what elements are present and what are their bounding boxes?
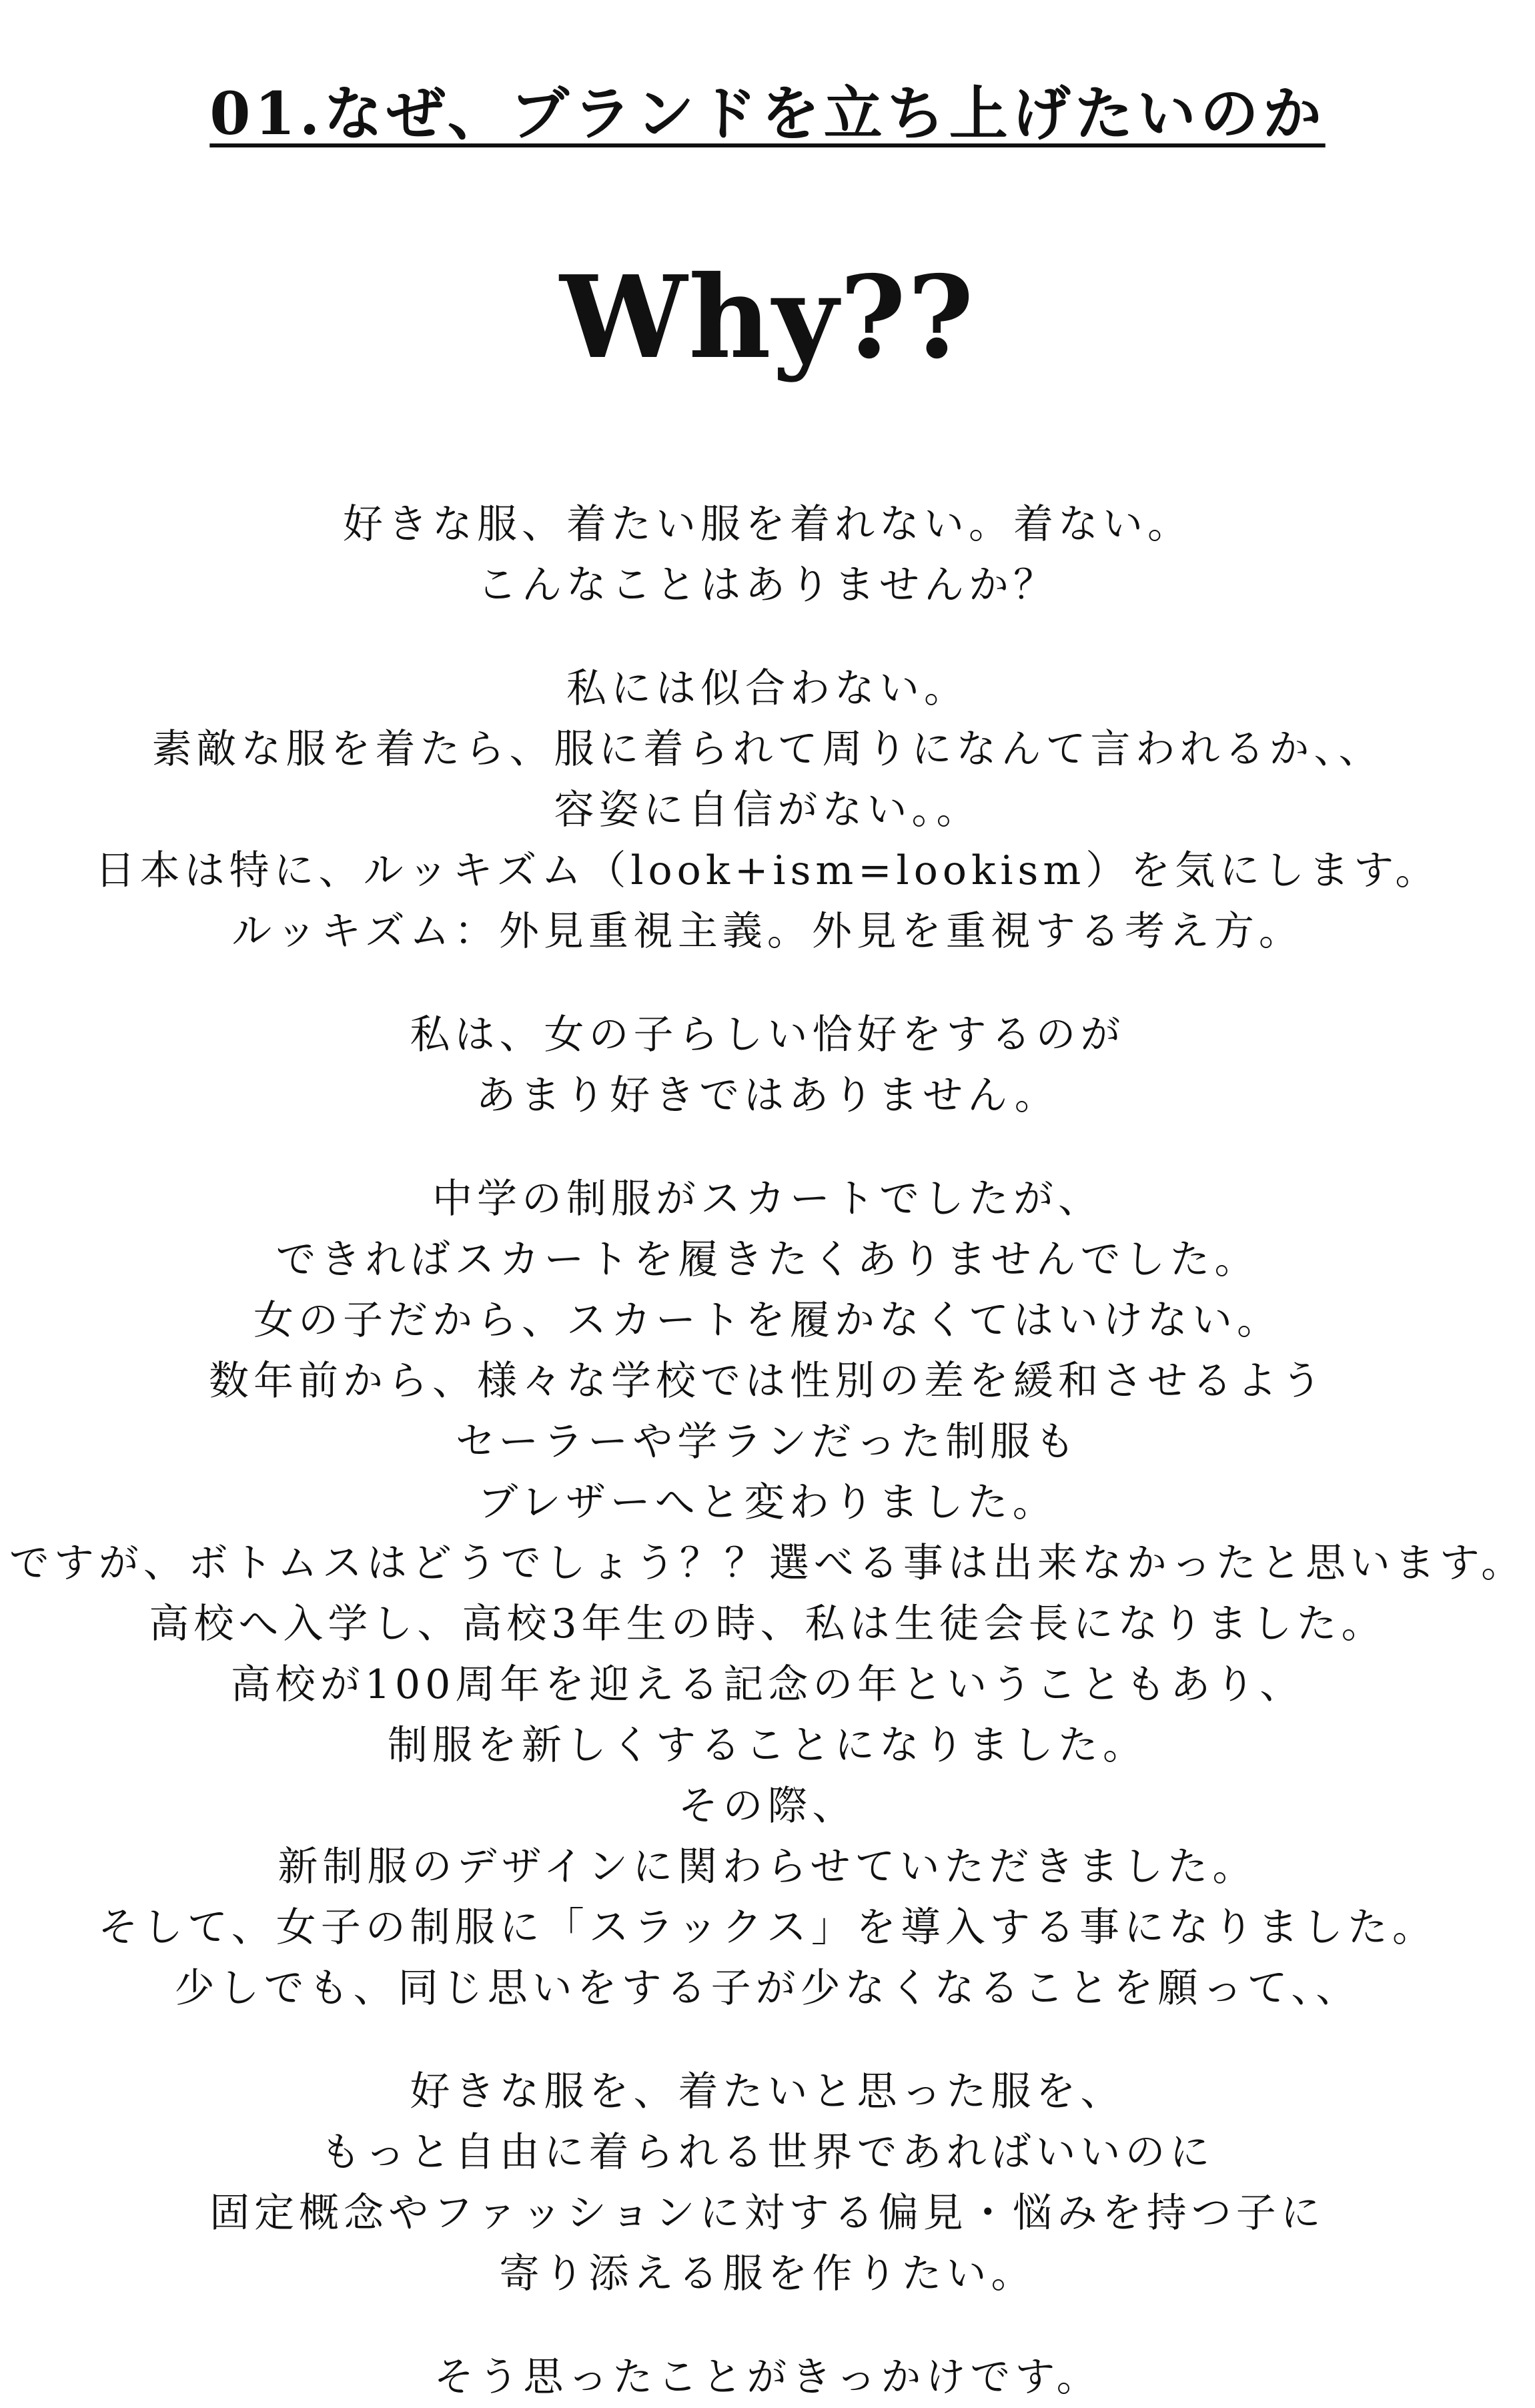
text-line: 高校が100周年を迎える記念の年ということもあり、	[230, 1661, 1305, 1709]
section-heading: 01.なぜ、ブランドを立ち上げたいのか	[209, 79, 1326, 148]
text-line: ルッキズム：外見重視主義。外見を重視する考え方。	[231, 908, 1304, 955]
text-line: 数年前から、様々な学校では性別の差を緩和させるよう	[209, 1358, 1326, 1405]
text-line: 日本は特に、ルッキズム（look+ism=lookism）を気にします。	[95, 847, 1440, 895]
text-line: ブレザーへと変わりました。	[478, 1479, 1057, 1527]
paragraph	[0, 1169, 1535, 2019]
text-line: 新制服のデザインに関わらせていただきました。	[278, 1844, 1257, 1891]
text-line: そして、女子の制服に「スラックス」を導入する事になりました。	[98, 1904, 1437, 1952]
text-line: ですが、ボトムスはどうでしょう？？選べる事は出来なかったと思います。	[9, 1540, 1526, 1587]
paragraph	[0, 2347, 1535, 2408]
paragraph	[0, 1005, 1535, 1126]
text-line: 固定概念やファッションに対する偏見・悩みを持つ子に	[209, 2190, 1326, 2237]
body-text	[0, 494, 1535, 2408]
text-line: その際、	[678, 1783, 857, 1830]
text-line: 寄り添える服を作りたい。	[499, 2251, 1036, 2298]
text-line: 高校へ入学し、高校3年生の時、私は生徒会長になりました。	[149, 1601, 1386, 1648]
text-line: 好きな服、着たい服を着れない。着ない。	[343, 501, 1192, 548]
text-line: セーラーや学ランだった制服も	[455, 1419, 1080, 1466]
text-line: 女の子だから、スカートを履かなくてはいけない。	[253, 1297, 1282, 1344]
paragraph	[0, 659, 1535, 962]
text-line: 私は、女の子らしい恰好をするのが	[410, 1012, 1125, 1059]
text-line: 私には似合わない。	[566, 665, 969, 713]
paragraph	[0, 494, 1535, 616]
text-line: 中学の制服がスカートでしたが、	[432, 1176, 1103, 1223]
text-line: 少しでも、同じ思いをする子が少なくなることを願って、、	[174, 1965, 1361, 2012]
why-title: Why??	[560, 251, 975, 385]
text-line: 容姿に自信がない。。	[554, 787, 981, 834]
paragraph	[0, 2062, 1535, 2305]
text-line: こんなことはありませんか？	[477, 562, 1058, 609]
text-line: 制服を新しくすることになりました。	[388, 1722, 1147, 1769]
text-line: もっと自由に着られる世界であればいいのに	[320, 2129, 1215, 2176]
text-line: そう思ったことがきっかけです。	[434, 2354, 1101, 2401]
text-line: 好きな服を、着たいと思った服を、	[410, 2068, 1125, 2116]
text-line: できればスカートを履きたくありませんでした。	[276, 1236, 1259, 1284]
text-line: 素敵な服を着たら、服に着られて周りになんて言われるか、、	[151, 726, 1384, 773]
text-line: あまり好きではありません。	[476, 1072, 1059, 1120]
